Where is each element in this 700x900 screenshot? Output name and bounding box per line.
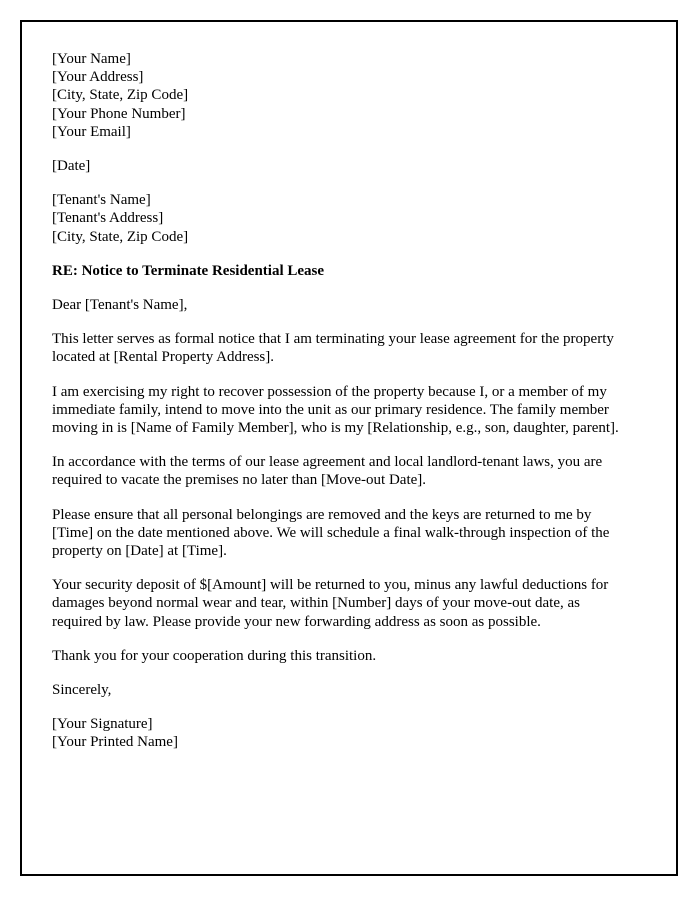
body-paragraph: In accordance with the terms of our lease agreement and local landlord-tenant laws, you are required to vacate the premises no later than [Move-out Date].	[52, 454, 603, 489]
signature-block	[52, 715, 628, 751]
sender-city-state-zip: [City, State, Zip Code]	[52, 87, 189, 104]
recipient-name: [Tenant's Name]	[52, 192, 151, 209]
closing: Sincerely,	[52, 682, 112, 699]
sender-address-block	[52, 50, 628, 141]
sender-address: [Your Address]	[52, 69, 144, 86]
body-paragraph: I am exercising my right to recover possession of the property because I, or a member of my immediate family, intend to move into the unit as our primary residence. The family member moving in is [Name of Family Member], who is my [Relationship, e.g., son, daughter, parent].	[52, 383, 619, 437]
recipient-address: [Tenant's Address]	[52, 210, 164, 227]
recipient-address-block	[52, 191, 628, 246]
body-paragraph: Please ensure that all personal belongings are removed and the keys are returned to me by [Time] on the date mentioned above. We will schedule a final walk-through inspection of the property on [Date] at [Time].	[52, 506, 610, 560]
body-paragraph: Your security deposit of $[Amount] will be returned to you, minus any lawful deductions for damages beyond normal wear and tear, within [Number] days of your move-out date, as required by law. Please provide your new forwarding address as soon as possible.	[52, 577, 609, 630]
subject-line: RE: Notice to Terminate Residential Lease	[52, 262, 325, 279]
body-paragraph: Thank you for your cooperation during this transition.	[52, 647, 377, 664]
salutation: Dear [Tenant's Name],	[52, 297, 188, 314]
date-block	[52, 157, 628, 175]
sender-email: [Your Email]	[52, 123, 131, 140]
sender-name: [Your Name]	[52, 51, 131, 67]
signature-line: [Your Signature]	[52, 716, 153, 733]
sender-phone: [Your Phone Number]	[52, 105, 186, 122]
body-paragraph: This letter serves as formal notice that I am terminating your lease agreement for the property located at [Rental Property Address].	[52, 331, 614, 366]
recipient-city-state-zip: [City, State, Zip Code]	[52, 228, 189, 245]
printed-name-line: [Your Printed Name]	[52, 734, 178, 751]
letter-border-frame	[20, 20, 678, 876]
letter-date: [Date]	[52, 158, 91, 175]
